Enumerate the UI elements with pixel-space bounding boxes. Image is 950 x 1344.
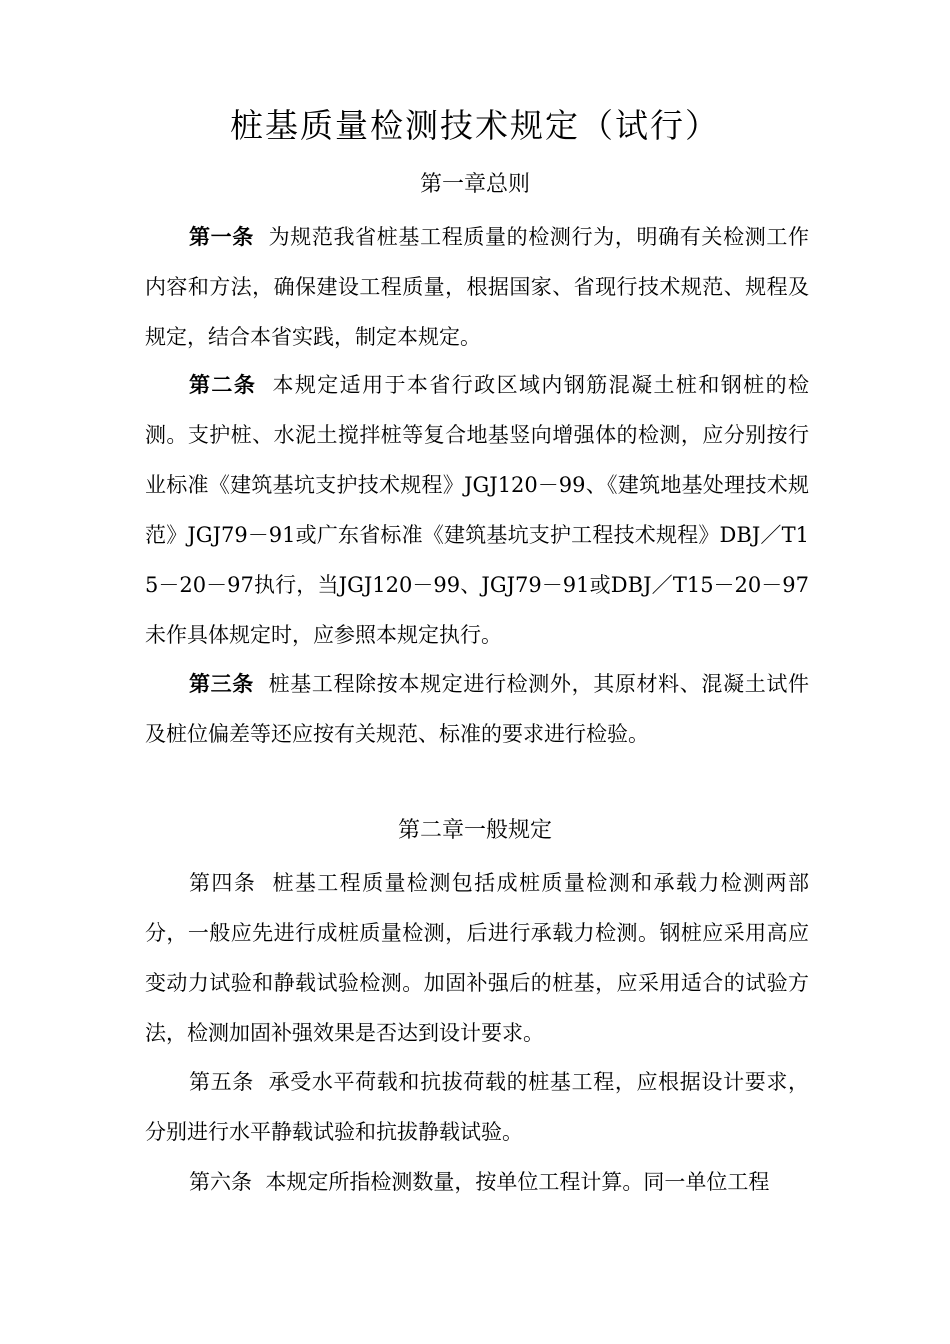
article-2-label: 第二条 xyxy=(189,373,257,397)
article-4-label: 第四条 xyxy=(189,871,257,895)
article-1 xyxy=(145,212,809,362)
article-6-text: 本规定所指检测数量，按单位工程计算。同一单位工程 xyxy=(265,1170,770,1194)
chapter-1-title: 第一章总则 xyxy=(419,172,530,197)
document-title: 桩基质量检测技术规定（试行） xyxy=(230,106,720,145)
article-3 xyxy=(145,659,809,759)
article-3-text: 桩基工程除按本规定进行检测外，其原材料、混凝土试件及桩位偏差等还应按有关规范、标准的要求进行检验。 xyxy=(145,672,810,746)
article-5-text: 承受水平荷载和抗拔荷载的桩基工程，应根据设计要求，分别进行水平静载试验和抗拔静载试验。 xyxy=(145,1070,810,1144)
article-5-label: 第五条 xyxy=(189,1070,254,1094)
article-5 xyxy=(145,1057,809,1157)
article-6-label: 第六条 xyxy=(189,1170,252,1194)
article-3-label: 第三条 xyxy=(189,672,254,696)
article-4 xyxy=(145,858,809,1058)
article-2-text: 本规定适用于本省行政区域内钢筋混凝土桩和钢桩的检测。支护桩、水泥土搅拌桩等复合地基竖向增强体的检测，应分别按行业标准《建筑基坑支护技术规程》JGJ120－99、《建筑地基处理技术规范》JGJ79－91或广东省标准《建筑基坑支护工程技术规程》DBJ／T15－20－97执行，当JGJ120－99、JGJ79－91或DBJ／T15－20－97未作具体规定时，应参照本规定执行。 xyxy=(145,373,809,647)
article-6 xyxy=(145,1157,809,1207)
article-1-label: 第一条 xyxy=(189,225,254,249)
article-2 xyxy=(145,360,809,660)
article-4-text: 桩基工程质量检测包括成桩质量检测和承载力检测两部分，一般应先进行成桩质量检测，后进行承载力检测。钢桩应采用高应变动力试验和静载试验检测。加固补强后的桩基，应采用适合的试验方法，检测加固补强效果是否达到设计要求。 xyxy=(145,871,809,1045)
article-1-text: 为规范我省桩基工程质量的检测行为，明确有关检测工作内容和方法，确保建设工程质量，根据国家、省现行技术规范、规程及规定，结合本省实践，制定本规定。 xyxy=(145,225,810,349)
chapter-2-title: 第二章一般规定 xyxy=(397,818,552,843)
